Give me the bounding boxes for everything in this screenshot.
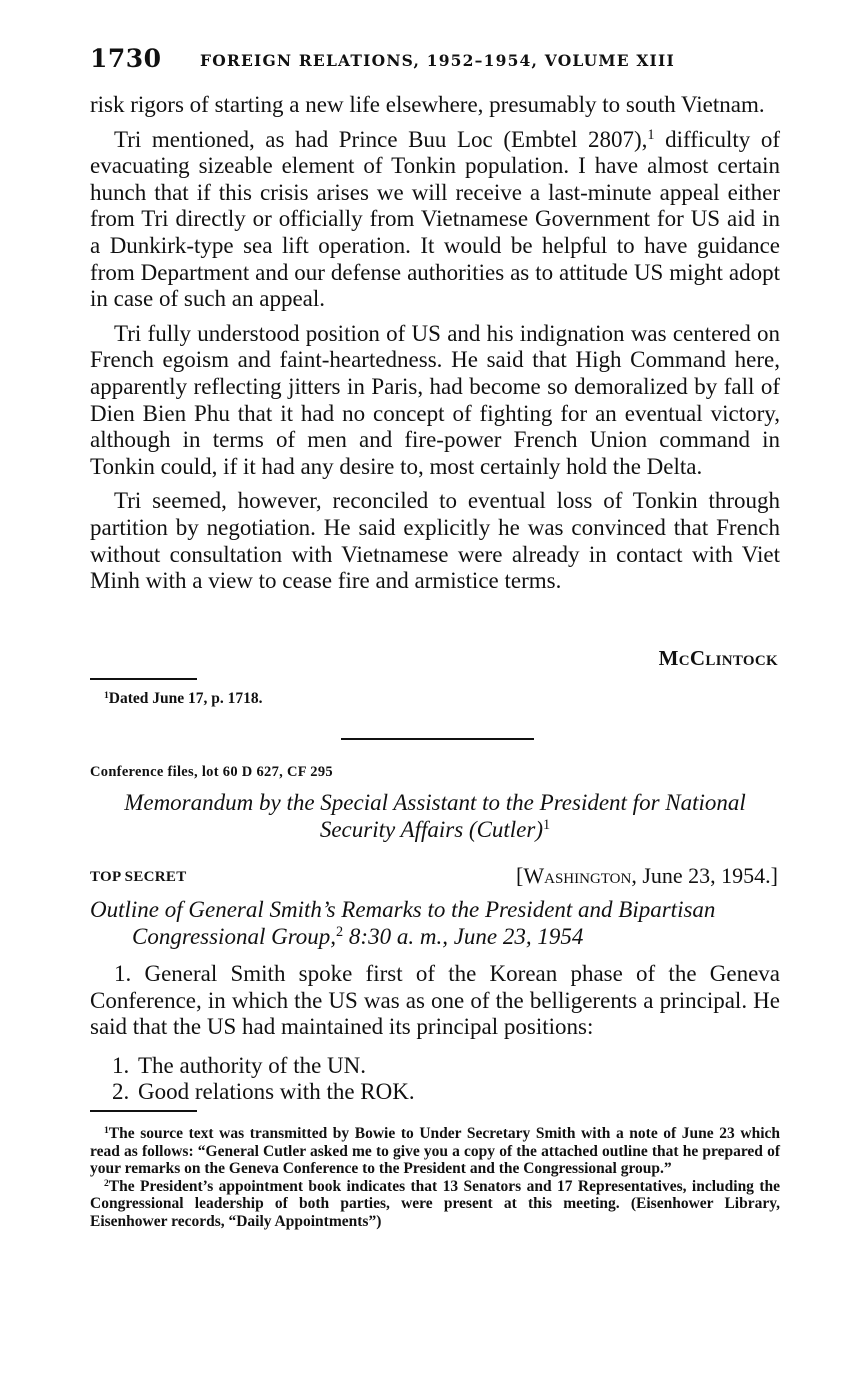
outline-title-line: Outline of General Smith’s Remarks to the President and Bipartisan: [90, 897, 716, 922]
list-item-text: Good relations with the ROK.: [138, 1079, 415, 1104]
bracket-open: [: [516, 863, 524, 888]
memo-paragraph: 1. General Smith spoke first of the Korean phase of the Geneva Conference, in which the US was as one of the belligerents a principal. He said that the US had maintained its principal positions:: [90, 961, 780, 1040]
telegram-paragraph: [90, 127, 780, 313]
list-number: 2.: [112, 1079, 130, 1104]
footnote: [90, 1125, 780, 1178]
telegram-paragraph: Tri fully understood position of US and his indignation was centered on French egoism and faint-heartedness. He said that High Command here, apparently reflecting jitters in Paris, had become so demoralized by fall of Dien Bien Phu that it had no concept of fighting for an eventual victory, although in terms of men and fire-power French Union command in Tonkin could, if it had any desire to, most certainly hold the Delta.: [90, 320, 780, 479]
footnote-rule: [90, 678, 197, 680]
outline-title: [90, 896, 780, 950]
paragraph-text: Tri mentioned, as had Prince Buu Loc (Embtel 2807),: [114, 126, 648, 152]
outline-title-line: [90, 923, 780, 950]
telegram-footnote: [90, 690, 780, 708]
telegram-body: [90, 92, 780, 603]
footnote-reference: 1: [543, 817, 551, 834]
list-item: [112, 1053, 772, 1079]
telegram-paragraph: Tri seemed, however, reconciled to eventual loss of Tonkin through partition by negotiation. He said explicitly he was convinced that French without consultation with Vietnamese were already in contact with Viet Minh with a view to cease fire and armistice terms.: [90, 488, 780, 594]
footnote-reference: 1: [647, 126, 655, 143]
bracket-close: ]: [770, 863, 778, 888]
outline-title-part: 8:30 a. m., June 23, 1954: [343, 924, 584, 949]
page-number: 1730: [90, 44, 162, 73]
numbered-list: [112, 1053, 772, 1105]
list-item-text: The authority of the UN.: [138, 1053, 367, 1078]
document-title: [90, 789, 780, 843]
footnote-reference: 2: [336, 924, 344, 941]
list-number: 1.: [112, 1053, 130, 1078]
memo-footnotes: [90, 1125, 780, 1231]
paragraph-text: difficulty of evacuating sizeable element of Tonkin population. I have almost certain hunch that if this crisis arises we will receive a last-minute appeal either from Tri directly or officially from Vietnamese Government for US aid in a Dunkirk-type sea lift operation. It would be helpful to have guidance from Department and our defense authorities as to attitude US might adopt in case of such an appeal.: [90, 126, 780, 312]
date: , June 23, 1954.: [631, 863, 771, 888]
signature: McClintock: [658, 646, 778, 670]
running-title: FOREIGN RELATIONS, 1952–1954, VOLUME XIII: [200, 51, 675, 70]
section-divider: [341, 738, 534, 740]
footnote-rule: [90, 1110, 197, 1112]
running-head: [90, 44, 780, 76]
place: Washington: [523, 863, 632, 888]
document-title-text: Memorandum by the Special Assistant to the President for National Security Affairs (Cutler): [124, 790, 746, 842]
telegram-paragraph: risk rigors of starting a new life elsewhere, presumably to south Vietnam.: [90, 92, 765, 117]
footnote-text: The source text was transmitted by Bowie to Under Secretary Smith with a note of June 23 which read as follows: “General Cutler asked me to give you a copy of the attached outline that he prepared of your remarks on the Geneva Conference to the President and the Congressional group.”: [90, 1125, 780, 1178]
classification-label: TOP SECRET: [90, 869, 187, 885]
memo-body: [90, 961, 780, 1049]
footnote-text: The President’s appointment book indicates that 13 Senators and 17 Representatives, including the Congressional leadership of both parties, were present at this meeting. (Eisenhower Library, Eisenhower records, “Daily Appointments”): [90, 1177, 780, 1230]
list-item: [112, 1079, 772, 1105]
footnote-marker: 1: [104, 689, 109, 701]
footnote-marker: 2: [104, 1177, 109, 1189]
footnote-text: Dated June 17, p. 1718.: [108, 690, 263, 707]
footnote-marker: 1: [104, 1124, 109, 1136]
source-note: Conference files, lot 60 D 627, CF 295: [90, 764, 333, 780]
footnote: [90, 1178, 780, 1231]
place-and-date: [516, 863, 778, 889]
outline-title-part: Congressional Group,: [132, 924, 337, 949]
